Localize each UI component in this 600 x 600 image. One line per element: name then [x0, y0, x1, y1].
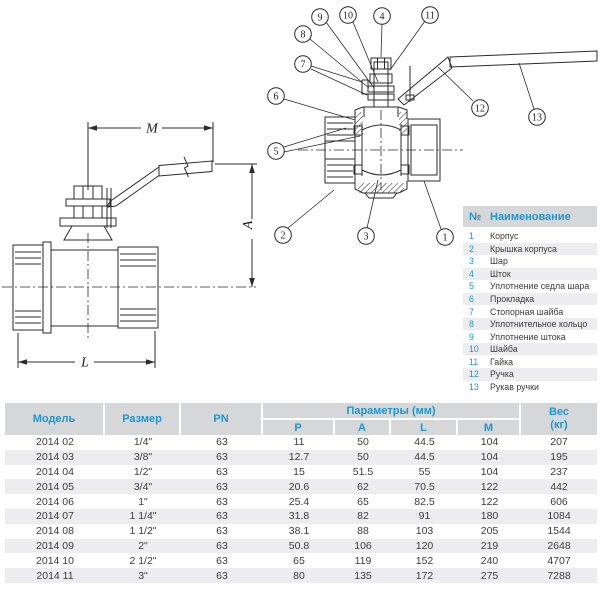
- part-number: 13: [469, 381, 479, 392]
- spec-cell: 31.8: [288, 510, 310, 523]
- callout-6: [268, 88, 285, 105]
- spec-table-header: [5, 403, 597, 435]
- spec-cell: 2648: [547, 539, 571, 552]
- part-name: Ручка: [490, 369, 514, 380]
- spec-cell: 2014 06: [36, 495, 74, 508]
- part-number: 5: [469, 281, 474, 292]
- spec-cell: 172: [415, 569, 434, 582]
- part-number: 4: [469, 268, 474, 279]
- spec-cell: 82: [357, 510, 369, 523]
- parts-row: [463, 268, 597, 281]
- spec-cell: 2014 09: [36, 539, 74, 552]
- spec-cell: 240: [480, 554, 499, 567]
- spec-cell: 606: [550, 495, 568, 508]
- spec-cell: 104: [480, 465, 499, 478]
- parts-row: [463, 243, 597, 256]
- part-name: Рукав ручки: [490, 381, 539, 392]
- spec-cell: 180: [480, 510, 499, 523]
- part-number: 8: [469, 319, 474, 330]
- spec-cell: 7288: [547, 569, 571, 582]
- spec-cell: 2014 04: [36, 465, 74, 478]
- spec-cell: 80: [293, 569, 305, 582]
- part-name: Шайба: [490, 344, 518, 355]
- callout-4: [374, 8, 391, 25]
- section-lines: [325, 51, 597, 198]
- parts-table-header: [463, 206, 597, 227]
- spec-cell: 51.5: [352, 465, 374, 478]
- callout-12: [472, 100, 489, 117]
- spec-row: [5, 494, 597, 509]
- spec-col-model: Модель: [5, 403, 105, 435]
- part-number: 11: [469, 356, 479, 367]
- spec-cell: 1 1/2": [129, 525, 157, 538]
- spec-cell: 4707: [547, 554, 571, 567]
- spec-row: [5, 553, 597, 568]
- spec-table: [5, 403, 597, 583]
- spec-cell: 44.5: [414, 451, 435, 464]
- parts-row: [463, 330, 597, 343]
- spec-cell: 119: [354, 554, 372, 567]
- spec-cell: 25.4: [288, 495, 310, 508]
- spec-cell: 1": [138, 495, 148, 508]
- spec-cell: 237: [550, 465, 568, 478]
- parts-row: [463, 293, 597, 306]
- spec-col-l: L: [391, 418, 458, 435]
- callout-9: [312, 9, 329, 26]
- spec-cell: 63: [216, 525, 228, 538]
- callout-11: [422, 7, 439, 24]
- spec-cell: 65: [293, 554, 305, 567]
- spec-cell: 104: [480, 451, 499, 464]
- callout-1-label: 1: [442, 232, 448, 244]
- parts-table: [463, 206, 597, 393]
- spec-cell: 3/4": [133, 480, 153, 493]
- callout-5-label: 5: [273, 146, 279, 158]
- spec-cell: 55: [418, 465, 431, 478]
- part-name: Прокладка: [490, 294, 535, 304]
- callout-13: [529, 109, 546, 126]
- spec-cell: 38.1: [288, 525, 310, 538]
- callout-7-label: 7: [300, 59, 306, 71]
- spec-cell: 2014 11: [36, 569, 74, 582]
- spec-cell: 1/2": [133, 465, 153, 478]
- spec-cell: 50: [357, 451, 369, 464]
- spec-cell: 63: [216, 465, 228, 478]
- parts-row: [463, 368, 597, 381]
- spec-row: [5, 539, 597, 554]
- spec-cell: 219: [480, 539, 499, 552]
- spec-cell: 2": [138, 539, 148, 552]
- spec-row: [5, 465, 597, 480]
- callout-8-label: 8: [300, 29, 306, 41]
- spec-col-weight-line1: Вес: [548, 406, 570, 418]
- part-name: Шар: [490, 256, 508, 267]
- spec-col-a: A: [335, 418, 391, 435]
- spec-cell: 63: [216, 451, 228, 464]
- part-name: Уплотнение седла шара: [490, 281, 590, 292]
- callout-13-label: 13: [532, 112, 542, 124]
- spec-cell: 63: [216, 510, 228, 523]
- callout-5: [268, 143, 285, 160]
- spec-cell: 1/4": [133, 436, 153, 449]
- parts-row: [463, 343, 597, 356]
- callout-4-label: 4: [379, 11, 385, 23]
- spec-cell: 20.6: [288, 480, 310, 493]
- part-number: 10: [469, 344, 479, 355]
- part-number: 7: [469, 306, 474, 317]
- spec-cell: 63: [216, 480, 228, 493]
- spec-col-weight-line2: (кг): [550, 419, 568, 431]
- spec-cell: 70.5: [414, 480, 435, 493]
- part-name: Уплотнительное кольцо: [490, 319, 588, 330]
- spec-cell: 2 1/2": [129, 554, 157, 567]
- part-name: Стопорная шайба: [490, 306, 564, 317]
- side-view-lines: [13, 122, 257, 368]
- callout-8: [295, 26, 312, 43]
- spec-col-size: Размер: [105, 403, 181, 435]
- spec-cell: 2014 07: [36, 510, 74, 523]
- callout-12-label: 12: [475, 103, 485, 115]
- parts-row: [463, 355, 597, 368]
- side-view-drawing: [0, 100, 258, 380]
- spec-row: [5, 450, 597, 465]
- dim-label-a: A: [241, 220, 256, 230]
- callout-2-label: 2: [280, 230, 286, 242]
- spec-cell: 122: [480, 495, 499, 508]
- spec-table-body: [5, 435, 597, 583]
- callout-2: [275, 227, 292, 244]
- callout-6-label: 6: [273, 91, 279, 103]
- spec-col-pn: PN: [181, 403, 263, 435]
- callout-1: [437, 229, 454, 246]
- part-name: Крышка корпуса: [490, 243, 557, 254]
- parts-row: [463, 305, 597, 318]
- parts-col-name: Наименование: [490, 210, 571, 223]
- part-name: Гайка: [490, 356, 514, 367]
- spec-col-weight: [521, 403, 597, 435]
- callout-3: [358, 228, 375, 245]
- spec-col-params-group: Параметры (мм): [263, 403, 521, 418]
- part-name: Корпус: [490, 231, 519, 242]
- spec-cell: 195: [550, 451, 568, 464]
- spec-cell: 11: [293, 436, 305, 449]
- spec-cell: 122: [480, 480, 499, 493]
- callout-11-label: 11: [425, 10, 435, 22]
- spec-cell: 106: [354, 539, 372, 552]
- spec-cell: 104: [480, 436, 499, 449]
- spec-cell: 1 1/4": [129, 510, 157, 523]
- dim-label-m: M: [146, 121, 158, 137]
- spec-cell: 63: [216, 539, 228, 552]
- spec-cell: 65: [357, 495, 369, 508]
- part-number: 3: [469, 256, 474, 267]
- parts-row: [463, 318, 597, 331]
- spec-cell: 50: [357, 436, 369, 449]
- part-name: Шток: [490, 268, 511, 279]
- spec-cell: 2014 03: [36, 451, 74, 464]
- spec-cell: 1084: [547, 510, 571, 523]
- parts-col-number: №: [469, 210, 482, 223]
- spec-cell: 63: [216, 569, 228, 582]
- parts-table-body: [463, 230, 597, 393]
- callout-7: [295, 56, 312, 73]
- part-number: 9: [469, 331, 474, 342]
- dim-label-l: L: [81, 355, 89, 371]
- spec-cell: 1544: [547, 525, 571, 538]
- spec-row: [5, 524, 597, 539]
- parts-row: [463, 230, 597, 243]
- part-name: Уплотнение штока: [490, 331, 566, 342]
- spec-row: [5, 568, 597, 583]
- spec-cell: 62: [357, 480, 369, 493]
- spec-cell: 82.5: [414, 495, 435, 508]
- spec-cell: 2014 02: [36, 436, 74, 449]
- spec-cell: 207: [550, 436, 568, 449]
- spec-cell: 91: [418, 510, 431, 523]
- spec-cell: 2014 08: [36, 525, 74, 538]
- callout-10-label: 10: [343, 10, 353, 22]
- spec-cell: 50.8: [288, 539, 310, 552]
- spec-cell: 3": [138, 569, 148, 582]
- part-number: 6: [469, 294, 474, 304]
- spec-cell: 275: [480, 569, 499, 582]
- spec-cell: 63: [216, 436, 228, 449]
- spec-cell: 152: [415, 554, 434, 567]
- spec-cell: 44.5: [414, 436, 435, 449]
- spec-cell: 442: [550, 480, 568, 493]
- spec-cell: 103: [415, 525, 434, 538]
- part-number: 2: [469, 243, 474, 254]
- spec-row: [5, 509, 597, 524]
- spec-row: [5, 435, 597, 450]
- parts-row: [463, 381, 597, 394]
- spec-cell: 12.7: [288, 451, 310, 464]
- spec-col-p: P: [263, 418, 335, 435]
- spec-cell: 2014 10: [36, 554, 74, 567]
- spec-cell: 88: [357, 525, 369, 538]
- spec-cell: 135: [354, 569, 372, 582]
- spec-cell: 120: [415, 539, 434, 552]
- part-number: 12: [469, 369, 479, 380]
- parts-row: [463, 255, 597, 268]
- spec-row: [5, 479, 597, 494]
- parts-row: [463, 280, 597, 293]
- spec-cell: 15: [293, 465, 305, 478]
- spec-cell: 3/8": [133, 451, 153, 464]
- spec-cell: 63: [216, 495, 228, 508]
- spec-cell: 63: [216, 554, 228, 567]
- spec-col-m: M: [458, 418, 521, 435]
- callout-leaders: [284, 21, 534, 229]
- callout-10: [340, 7, 357, 24]
- callout-3-label: 3: [363, 231, 369, 243]
- part-number: 1: [469, 231, 474, 242]
- callout-9-label: 9: [317, 12, 323, 24]
- spec-cell: 205: [480, 525, 499, 538]
- spec-cell: 2014 05: [36, 480, 74, 493]
